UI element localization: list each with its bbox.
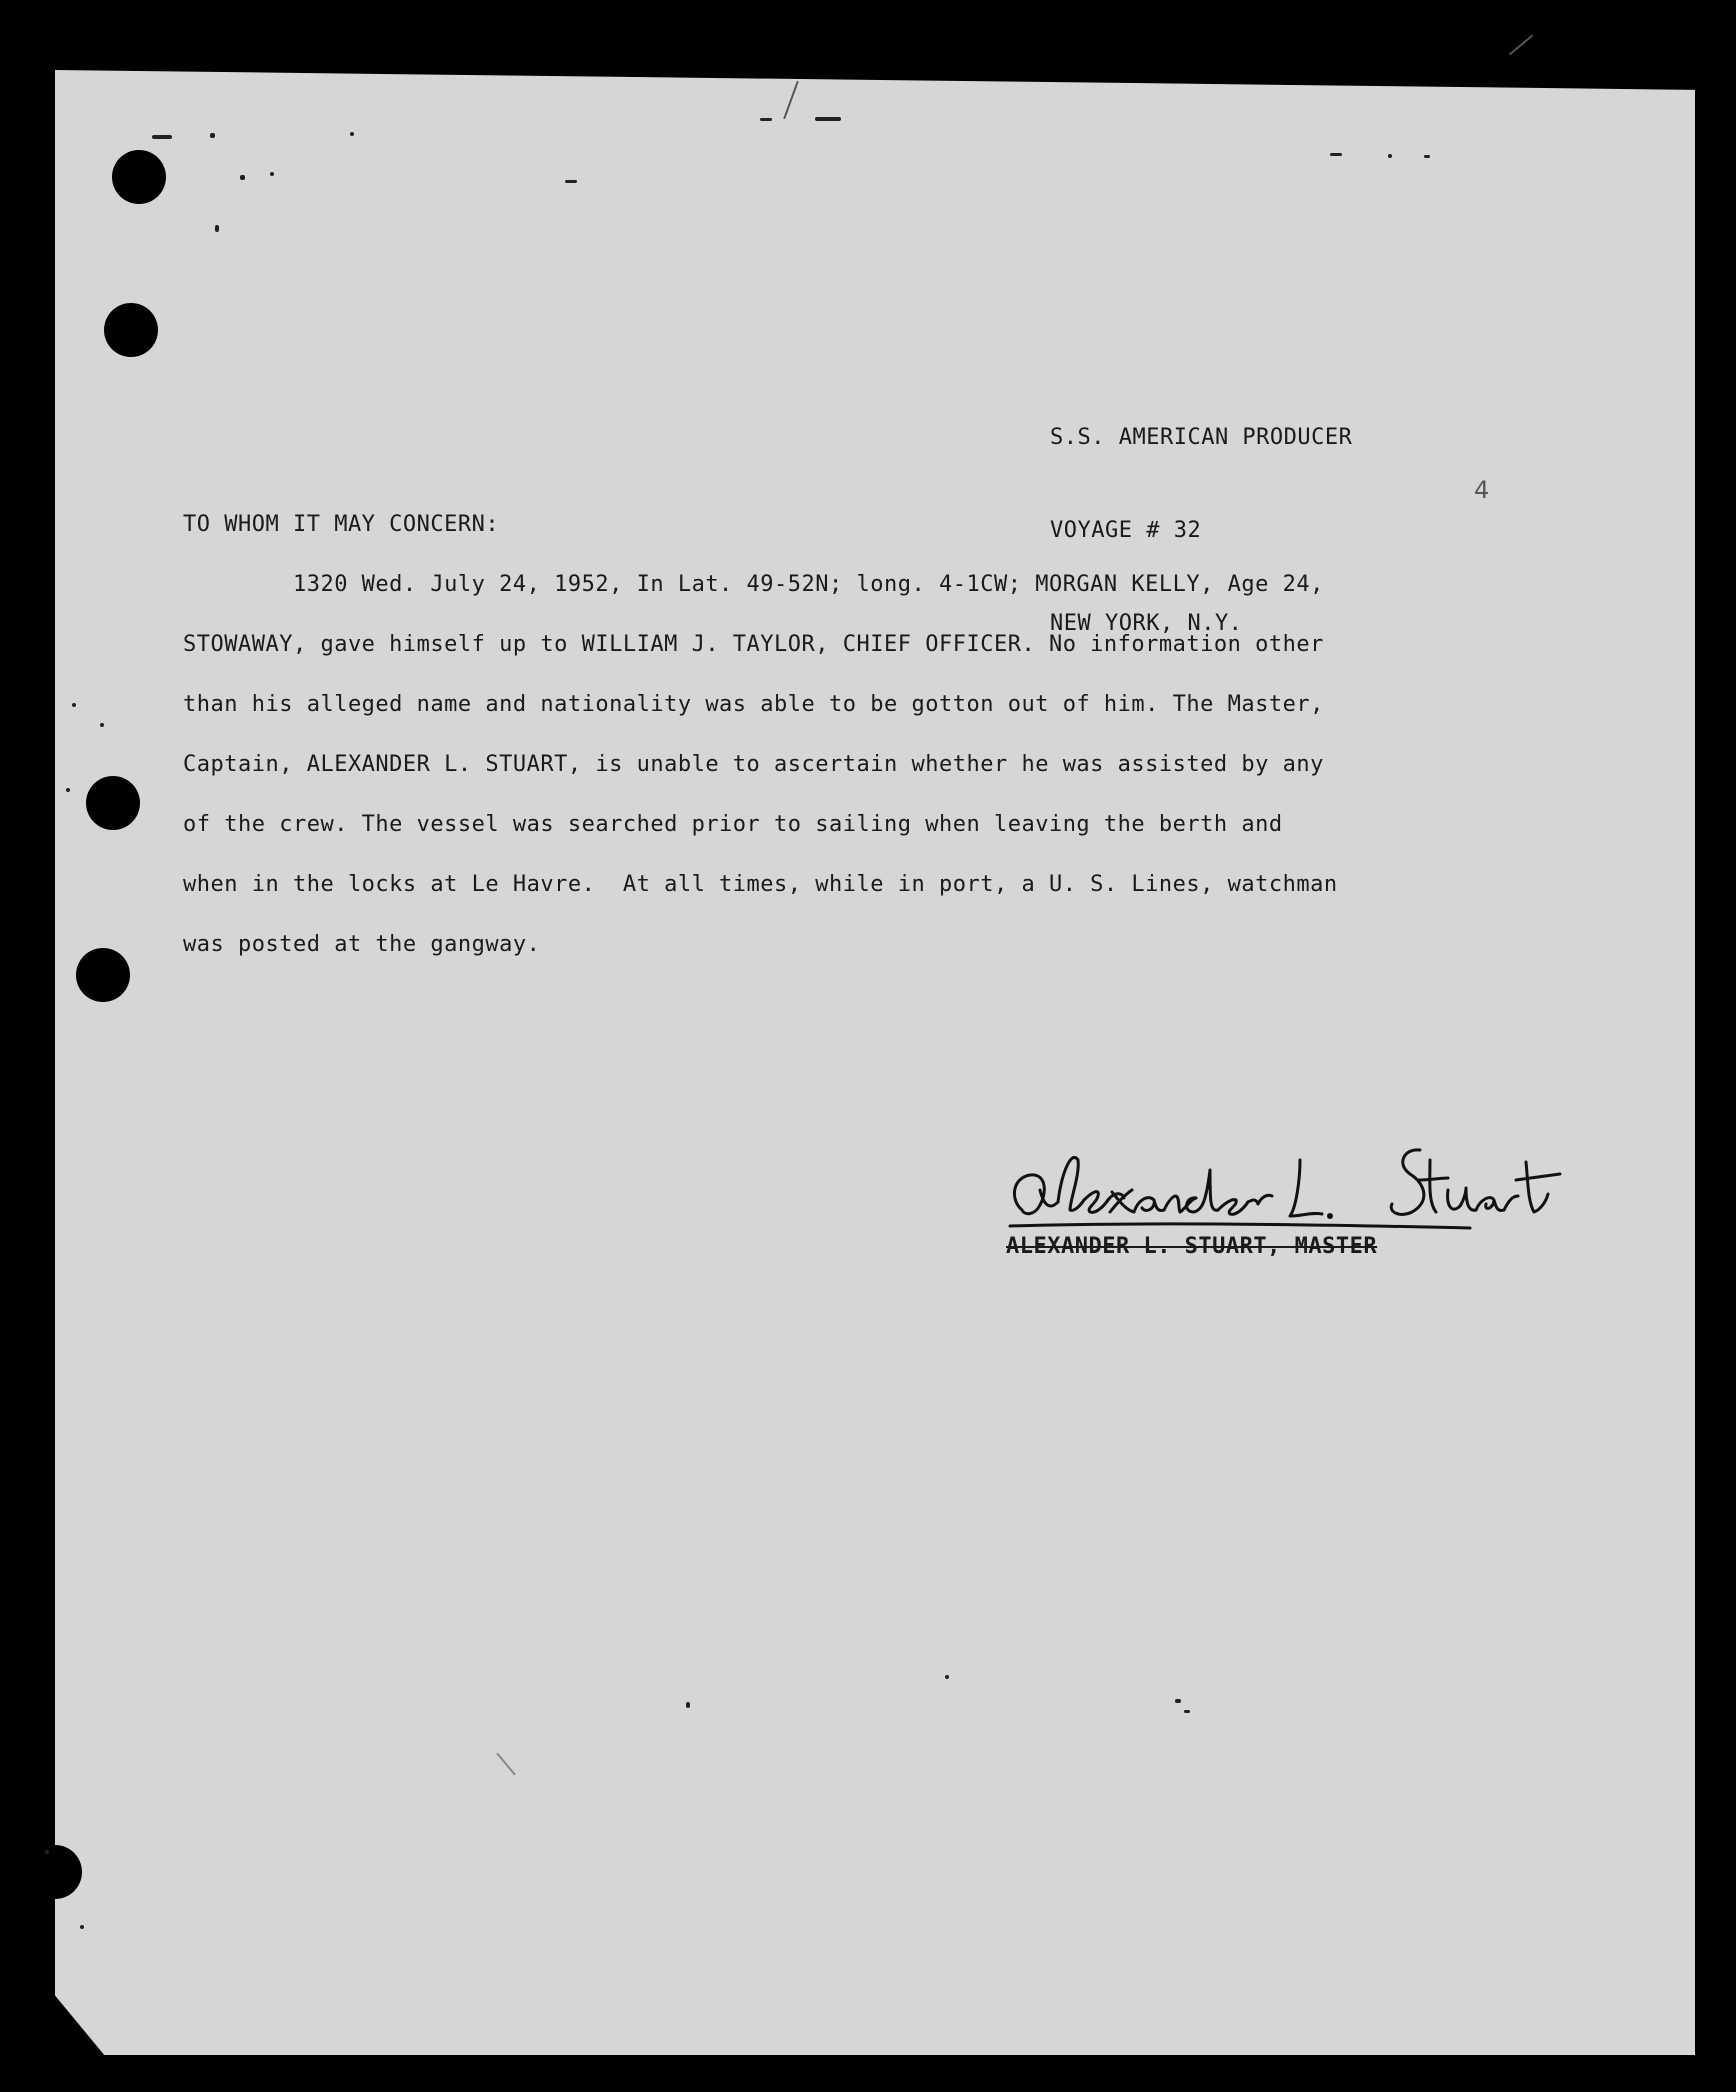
salutation: TO WHOM IT MAY CONCERN: — [183, 512, 500, 537]
typed-signature-name: ALEXANDER L. STUART, MASTER — [1006, 1234, 1378, 1259]
scan-speck — [1175, 1699, 1181, 1703]
scan-speck — [1184, 1710, 1190, 1713]
punch-hole — [112, 150, 166, 204]
scan-speck — [350, 132, 354, 136]
punch-hole — [104, 303, 158, 357]
scan-speck — [80, 1925, 84, 1929]
scan-speck — [72, 703, 76, 707]
scan-speck — [66, 788, 70, 792]
scan-speck — [1424, 155, 1430, 158]
punch-hole — [76, 948, 130, 1002]
body-line: than his alleged name and nationality was able to be gotton out of him. The Master, — [183, 692, 1324, 717]
scan-speck — [760, 118, 772, 121]
scan-speck — [152, 135, 172, 139]
voyage-number: VOYAGE # 32 — [1050, 518, 1202, 543]
scan-speck — [270, 172, 274, 176]
location: NEW YORK, N.Y. — [1050, 611, 1243, 636]
scan-scratch — [1509, 35, 1533, 56]
page-mark: 4 — [1474, 476, 1490, 504]
scan-speck — [815, 117, 841, 121]
handwritten-signature — [1000, 1130, 1580, 1240]
scan-speck — [1330, 153, 1342, 156]
body-line: STOWAWAY, gave himself up to WILLIAM J. TAYLOR, CHIEF OFFICER. No information other — [183, 632, 1324, 657]
scan-speck — [565, 180, 577, 183]
scan-speck — [1388, 154, 1392, 158]
scan-speck — [210, 133, 215, 138]
scan-speck — [215, 225, 219, 232]
body-line: when in the locks at Le Havre. At all times, while in port, a U. S. Lines, watchman — [183, 872, 1338, 897]
scan-speck — [45, 1850, 49, 1854]
body-line: Captain, ALEXANDER L. STUART, is unable to ascertain whether he was assisted by any — [183, 752, 1324, 777]
body-line: of the crew. The vessel was searched prior to sailing when leaving the berth and — [183, 812, 1283, 837]
punch-hole — [86, 776, 140, 830]
body-line: 1320 Wed. July 24, 1952, In Lat. 49-52N; long. 4-1CW; MORGAN KELLY, Age 24, — [183, 572, 1324, 597]
ship-name: S.S. AMERICAN PRODUCER — [1050, 425, 1353, 450]
scan-speck — [686, 1702, 690, 1708]
scan-speck — [945, 1675, 949, 1679]
scan-speck — [100, 723, 104, 727]
body-line: was posted at the gangway. — [183, 932, 541, 957]
paper-sheet — [55, 70, 1695, 2055]
punch-hole — [28, 1845, 82, 1899]
scan-speck — [240, 175, 245, 180]
